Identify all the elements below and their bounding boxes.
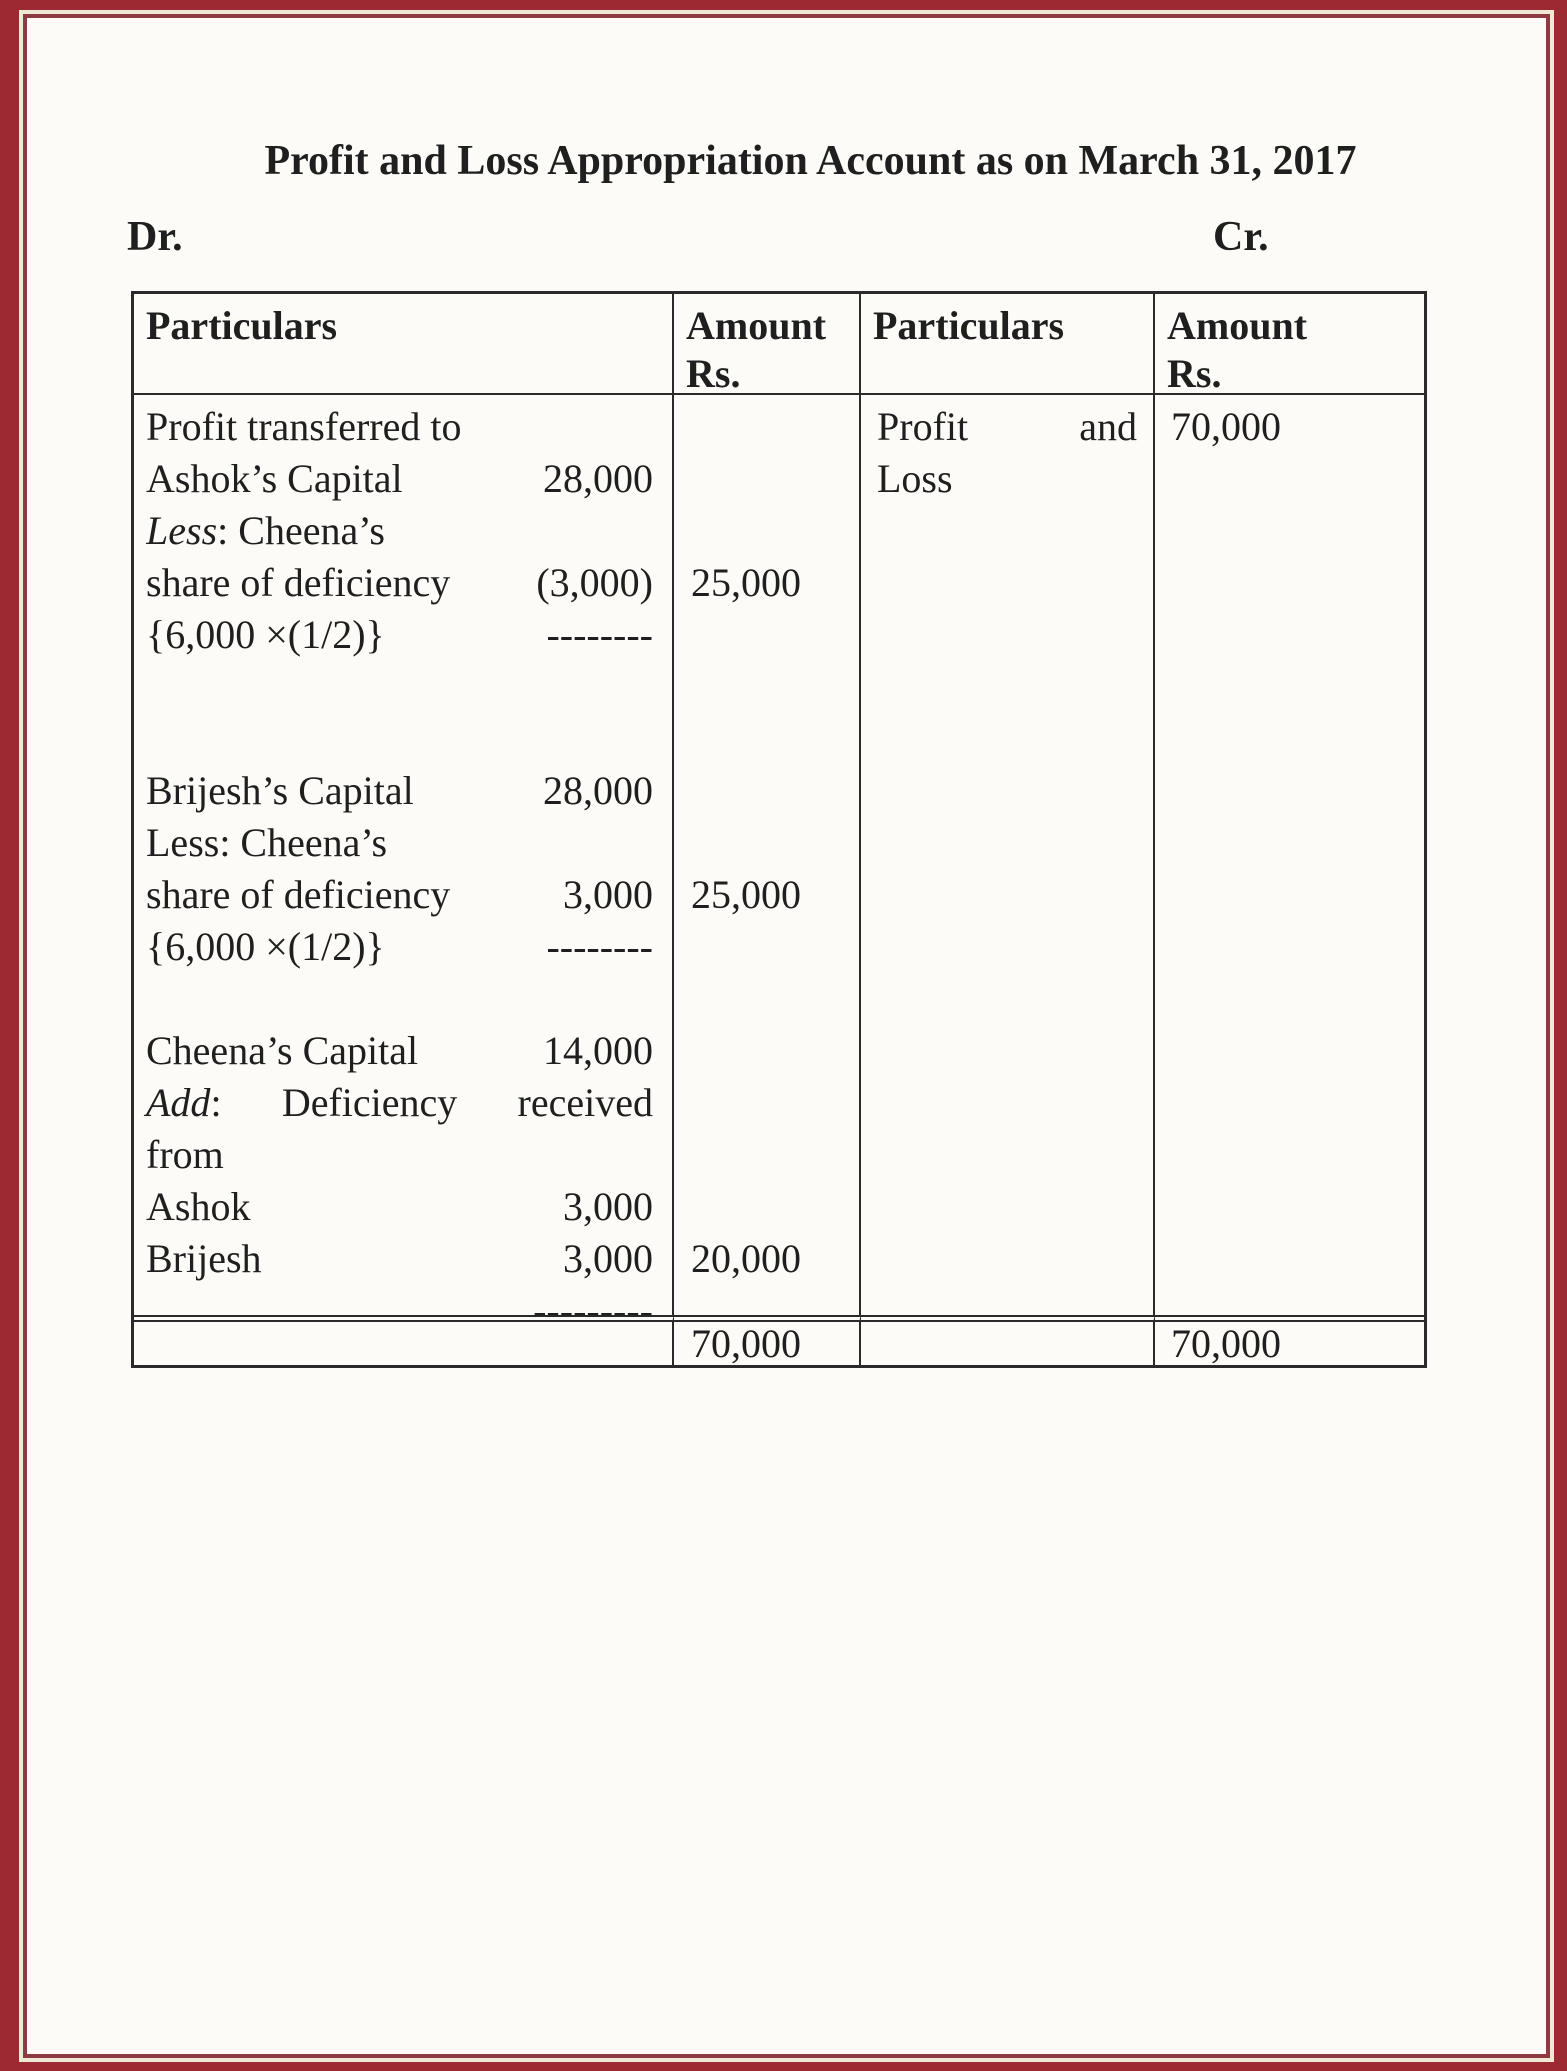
amount-value [691, 765, 853, 817]
word: Ashok [146, 1184, 251, 1229]
header-line: Amount [686, 303, 827, 348]
word: received [517, 1080, 653, 1125]
text-line [691, 661, 853, 713]
total-cell-1: 70,000 [674, 1315, 861, 1365]
amount-value [691, 609, 853, 661]
amount-value [691, 713, 853, 765]
text-line [146, 453, 653, 505]
amount-value [691, 973, 853, 1025]
text-line [691, 765, 853, 817]
page-frame-gap [19, 10, 1554, 2062]
amount-value: 20,000 [691, 1236, 801, 1281]
text-line [691, 453, 853, 505]
word: {6,000 ×(1/2)} [146, 612, 385, 657]
text-line [691, 505, 853, 557]
word: Profit transferred to [146, 404, 462, 449]
body-cell-left-particulars [134, 395, 674, 1315]
word: {6,000 ×(1/2)} [146, 924, 385, 969]
text-line [691, 1129, 853, 1181]
line-label [146, 1285, 518, 1315]
text-line [877, 453, 1137, 505]
amount-value [691, 505, 853, 557]
line-amount: 3,000 [563, 872, 653, 917]
text-line [691, 973, 853, 1025]
page-content [23, 14, 1550, 2058]
text-line [146, 1129, 653, 1181]
line-amount: 28,000 [543, 456, 653, 501]
text-line [146, 1233, 653, 1285]
header-cell-left-particulars [134, 294, 674, 395]
line-label [146, 1181, 518, 1233]
word: Brijesh’s Capital [146, 768, 414, 813]
text-line [691, 1025, 853, 1077]
line-amount: 28,000 [543, 768, 653, 813]
line-label [146, 817, 653, 869]
body-cell-left-amount [674, 395, 861, 1315]
word: Ashok’s Capital [146, 456, 403, 501]
line-label [146, 1233, 518, 1285]
header-cell-right-amount [1155, 294, 1427, 395]
text-line [691, 609, 853, 661]
line-label [146, 401, 653, 453]
text-line [691, 1233, 853, 1285]
text-line [146, 1077, 653, 1129]
account-title: Profit and Loss Appropriation Account as on March 31, 2017 [264, 138, 1357, 184]
line-label [146, 921, 518, 973]
word: Cheena’s [238, 508, 385, 553]
line-label [146, 557, 518, 609]
line-label [146, 661, 653, 713]
word: share of deficiency [146, 560, 451, 605]
total-cell-2 [861, 1315, 1155, 1365]
amount-value [691, 661, 853, 713]
line-label [146, 869, 518, 921]
amount-value [691, 1077, 853, 1129]
text-line [146, 401, 653, 453]
text-line [146, 817, 653, 869]
text-line [691, 817, 853, 869]
amount-value [691, 1181, 853, 1233]
header-cell-left-amount [674, 294, 861, 395]
header-line: Particulars [873, 303, 1065, 348]
text-line [146, 765, 653, 817]
appropriation-account-table [131, 291, 1427, 1368]
word: Loss [877, 456, 953, 501]
text-line [691, 713, 853, 765]
text-line [146, 713, 653, 765]
text-line [691, 1181, 853, 1233]
line-amount: -------- [546, 924, 653, 969]
header-line: Rs. [686, 351, 741, 395]
text-line [146, 869, 653, 921]
text-line [691, 1285, 853, 1315]
text-line [691, 1077, 853, 1129]
word: Brijesh [146, 1236, 262, 1281]
line-amount: (3,000) [536, 560, 653, 605]
text-line [146, 973, 653, 1025]
header-line: Particulars [146, 303, 338, 348]
text-line [146, 557, 653, 609]
amount-value: 25,000 [691, 872, 801, 917]
header-line: Rs. [1167, 351, 1222, 395]
word: from [146, 1132, 224, 1177]
body-cell-right-particulars [861, 395, 1155, 1315]
word: Less: [146, 508, 229, 553]
line-label [146, 765, 518, 817]
word: Less: Cheena’s [146, 820, 388, 865]
text-line [1171, 401, 1421, 453]
amount-value [691, 921, 853, 973]
word: Cheena’s Capital [146, 1028, 419, 1073]
word: and [1079, 404, 1137, 449]
text-line [146, 505, 653, 557]
line-label [146, 609, 518, 661]
amount-value [691, 453, 853, 505]
line-label [877, 453, 1137, 505]
text-line [146, 1181, 653, 1233]
header-cell-right-particulars [861, 294, 1155, 395]
body-cell-right-amount [1155, 395, 1427, 1315]
word: Profit [877, 404, 969, 449]
word: share of deficiency [146, 872, 451, 917]
amount-value [691, 1285, 853, 1315]
amount-value: 70,000 [1171, 404, 1281, 449]
line-label [146, 973, 653, 1025]
text-line [146, 1025, 653, 1077]
text-line [146, 921, 653, 973]
text-line [877, 401, 1137, 453]
total-cell-0 [134, 1315, 674, 1365]
debit-side-label: Dr. [127, 214, 183, 260]
line-amount: 3,000 [563, 1184, 653, 1229]
amount-value [691, 1025, 853, 1077]
credit-side-label: Cr. [1213, 214, 1269, 260]
word: Deficiency [281, 1080, 458, 1125]
text-line [691, 921, 853, 973]
line-amount: 14,000 [543, 1028, 653, 1073]
line-label [146, 1025, 518, 1077]
text-line [691, 401, 853, 453]
line-amount: --------- [533, 1288, 653, 1315]
total-cell-3: 70,000 [1155, 1315, 1427, 1365]
amount-value [691, 817, 853, 869]
word: Add: [146, 1080, 222, 1125]
header-line: Amount [1167, 303, 1308, 348]
text-line [146, 1285, 653, 1315]
line-label [146, 713, 653, 765]
text-line [146, 661, 653, 713]
line-amount: -------- [546, 612, 653, 657]
amount-value: 25,000 [691, 560, 801, 605]
text-line [691, 557, 853, 609]
text-line [146, 609, 653, 661]
text-line [691, 869, 853, 921]
amount-value [691, 401, 853, 453]
line-label [146, 453, 518, 505]
line-label [146, 1129, 653, 1181]
line-label [146, 505, 653, 557]
amount-value [691, 1129, 853, 1181]
line-amount: 3,000 [563, 1236, 653, 1281]
